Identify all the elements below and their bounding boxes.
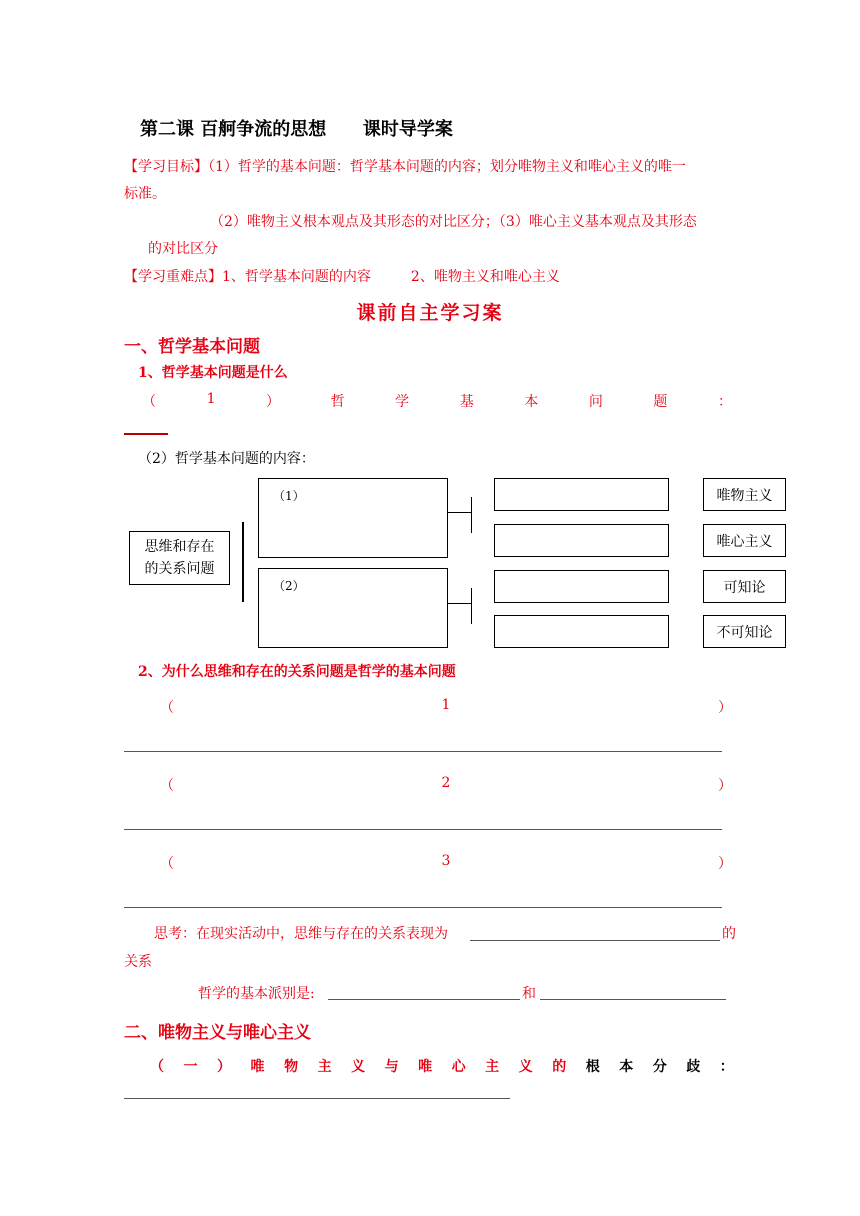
sub1-char: （ [150, 1059, 164, 1075]
q2-item-open: （ [160, 856, 174, 872]
q2-item-number: 2 [441, 775, 451, 791]
q1-1-char: 问 [588, 394, 603, 410]
sub1-char: 的 [552, 1059, 567, 1075]
part2-sub1 [150, 1056, 734, 1076]
sub1-char: 唯 [418, 1059, 433, 1075]
key-point-1: 1、哲学基本问题的内容 [222, 269, 371, 285]
key-point-2: 2、唯物主义和唯心主义 [410, 269, 560, 285]
title-main: 第二课 百舸争流的思想 [140, 119, 327, 140]
section-heading: 课前自主学习案 [356, 302, 504, 324]
sub1-char: 根 [585, 1059, 600, 1075]
q2-item-close: ） [717, 700, 732, 716]
connector2-h [448, 603, 472, 604]
connector1-h [448, 512, 472, 513]
answer-box-3[interactable] [494, 570, 669, 603]
branch1-box[interactable] [258, 478, 448, 558]
objectives-line2: 标准。 [124, 186, 166, 202]
root-label-line1: 思维和存在 [144, 539, 215, 555]
q2-item-open: （ [160, 778, 174, 794]
branch1-label: （1） [273, 489, 305, 503]
q2-item-3 [160, 853, 732, 873]
think-line2: 关系 [124, 954, 152, 970]
sub1-char: ） [217, 1059, 232, 1075]
sub1-char: 义 [518, 1059, 533, 1075]
sub1-char: 主 [317, 1059, 332, 1075]
q1-1-char: 1 [206, 391, 216, 407]
q1-1-char: （ [142, 394, 156, 410]
q1-1-char: 学 [395, 394, 410, 410]
page-title [140, 115, 453, 141]
root-label-line2: 的关系问题 [144, 561, 215, 577]
answer-line-think[interactable] [470, 940, 720, 941]
sub1-char: ： [719, 1059, 734, 1075]
sub1-char: 本 [619, 1059, 634, 1075]
key-points [124, 266, 560, 286]
part1-q1: 1、哲学基本问题是什么 [138, 365, 288, 381]
part1-heading: 一、哲学基本问题 [124, 337, 260, 357]
sub1-char: 主 [485, 1059, 500, 1075]
part1-q2: 2、为什么思维和存在的关系问题是哲学的基本问题 [138, 664, 456, 680]
q1-1-char: 哲 [330, 394, 345, 410]
answer-line-school-2[interactable] [540, 999, 726, 1000]
q2-item-close: ） [717, 778, 732, 794]
sub1-char: 分 [652, 1059, 667, 1075]
q2-item-number: 1 [441, 697, 451, 713]
objectives-line4: 的对比区分 [148, 241, 218, 257]
root-box [129, 531, 230, 585]
part1-q1-1 [142, 391, 732, 411]
objectives-label: 【学习目标】 [124, 159, 208, 175]
answer-line-q1-1[interactable] [124, 433, 168, 435]
answer-line-school-1[interactable] [328, 999, 520, 1000]
think-after: 的 [722, 926, 736, 942]
answer-line-q2-1[interactable] [124, 751, 722, 752]
objectives-text1: （1）哲学的基本问题：哲学基本问题的内容；划分唯物主义和唯心主义的唯一 [208, 159, 686, 175]
sub1-char: 物 [284, 1059, 299, 1075]
answer-box-2[interactable] [494, 524, 669, 557]
q1-1-char: 题 [653, 394, 668, 410]
answer-line-part2-sub1[interactable] [124, 1098, 510, 1099]
sub1-char: 义 [351, 1059, 366, 1075]
bracket-line [242, 522, 244, 602]
objectives-line1 [124, 156, 686, 176]
label-box-idealism: 唯心主义 [703, 524, 786, 557]
part1-q1-2: （2）哲学基本问题的内容： [138, 451, 315, 467]
schools-and: 和 [522, 986, 536, 1002]
q2-item-1 [160, 697, 732, 717]
sub1-char: 一 [183, 1059, 198, 1075]
q2-item-number: 3 [441, 853, 451, 869]
sub1-char: 歧 [686, 1059, 701, 1075]
sub1-char: 心 [451, 1059, 466, 1075]
title-sub: 课时导学案 [362, 119, 453, 140]
connector1-v [471, 497, 472, 533]
key-points-label: 【学习重难点】 [124, 269, 222, 285]
q2-item-close: ） [717, 856, 732, 872]
q1-1-char: ） [266, 394, 281, 410]
answer-line-q2-3[interactable] [124, 907, 722, 908]
sub1-char: 唯 [250, 1059, 265, 1075]
label-box-knowable: 可知论 [703, 570, 786, 603]
label-box-unknowable: 不可知论 [703, 615, 786, 648]
part2-heading: 二、唯物主义与唯心主义 [124, 1023, 311, 1043]
think-text: 思考：在现实活动中，思维与存在的关系表现为 [154, 926, 448, 942]
q1-1-char: 本 [524, 394, 539, 410]
answer-line-q2-2[interactable] [124, 829, 722, 830]
objectives-line3: （2）唯物主义根本观点及其形态的对比区分；（3）唯心主义基本观点及其形态 [210, 214, 697, 230]
answer-box-4[interactable] [494, 615, 669, 648]
branch2-label: （2） [273, 579, 305, 593]
branch2-box[interactable] [258, 568, 448, 648]
sub1-char: 与 [384, 1059, 399, 1075]
schools-prefix: 哲学的基本派别是: [198, 986, 315, 1002]
q2-item-open: （ [160, 700, 174, 716]
answer-box-1[interactable] [494, 478, 669, 511]
q1-1-char: 基 [459, 394, 474, 410]
q2-item-2 [160, 775, 732, 795]
label-box-materialism: 唯物主义 [703, 478, 786, 511]
connector2-v [471, 588, 472, 624]
q1-1-char: ： [717, 394, 732, 410]
